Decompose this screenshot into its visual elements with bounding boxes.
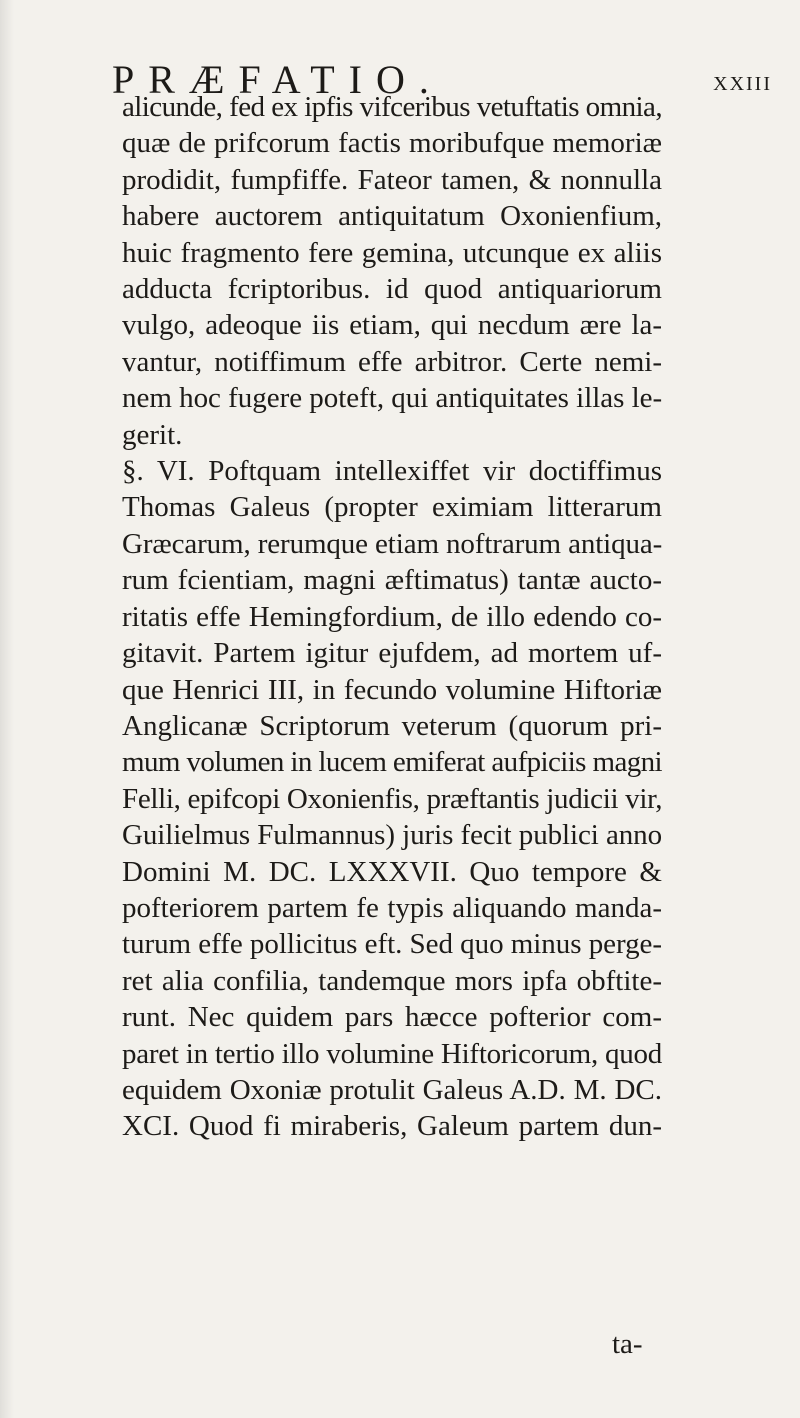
page-number: XXIII — [713, 73, 772, 95]
running-title: PRÆFATIO. — [112, 57, 443, 102]
text-line: equidem Oxoniæ protulit Galeus A.D. M. DC. — [122, 1073, 662, 1106]
text-line: nem hoc fugere poteft, qui antiquitates illas le- — [122, 382, 663, 415]
text-line: gitavit. Partem igitur ejufdem, ad mortem uf- — [122, 637, 662, 670]
text-line: turum effe pollicitus eft. Sed quo minus perge- — [122, 928, 662, 961]
text-line: gerit. — [122, 418, 183, 451]
text-line: que Henrici III, in fecundo volumine Hiftoriæ — [122, 673, 662, 706]
text-line: runt. Nec quidem pars hæcce pofterior com- — [122, 1001, 662, 1034]
text-line: pofteriorem partem fe typis aliquando manda- — [122, 891, 662, 924]
text-line: Guilielmus Fulmannus) juris fecit publici anno — [122, 819, 662, 852]
text-line: vulgo, adeoque iis etiam, qui necdum ære la- — [122, 309, 662, 342]
text-line: Græcarum, rerumque etiam noftrarum antiqua- — [122, 527, 663, 560]
text-line: adducta fcriptoribus. id quod antiquariorum — [122, 273, 662, 306]
text-line: alicunde, fed ex ipfis vifceribus vetuftatis omnia, — [122, 91, 662, 123]
text-line: vantur, notiffimum effe arbitror. Certe nemi- — [122, 345, 662, 378]
text-line: prodidit, fumpfiffe. Fateor tamen, & nonnulla — [122, 163, 662, 196]
text-line: huic fragmento fere gemina, utcunque ex aliis — [122, 236, 662, 269]
text-line: paret in tertio illo volumine Hiftoricorum, quod — [122, 1037, 662, 1070]
text-line: quæ de prifcorum factis moribufque memoriæ — [122, 127, 662, 160]
text-line: Anglicanæ Scriptorum veterum (quorum pri- — [122, 709, 662, 742]
text-line: ritatis effe Hemingfordium, de illo edendo co- — [122, 600, 662, 633]
catchword: ta- — [612, 1328, 643, 1360]
text-line: rum fcientiam, magni æftimatus) tantæ aucto- — [122, 564, 662, 597]
text-line: ret alia confilia, tandemque mors ipfa obftite- — [122, 964, 662, 997]
text-line: XCI. Quod fi miraberis, Galeum partem dun- — [122, 1110, 662, 1143]
text-line: Thomas Galeus (propter eximiam litterarum — [122, 491, 662, 524]
text-line: mum volumen in lucem emiferat aufpiciis magni — [122, 746, 662, 779]
page-gutter-shadow — [0, 0, 14, 1418]
text-line: Domini M. DC. LXXXVII. Quo tempore & — [122, 855, 662, 888]
body-text — [122, 89, 662, 1145]
text-line: §. VI. Poftquam intellexiffet vir doctiffimus — [122, 455, 662, 488]
text-line: Felli, epifcopi Oxonienfis, præftantis judicii vir, — [122, 782, 663, 815]
text-line: habere auctorem antiquitatum Oxonienfium, — [122, 200, 662, 233]
